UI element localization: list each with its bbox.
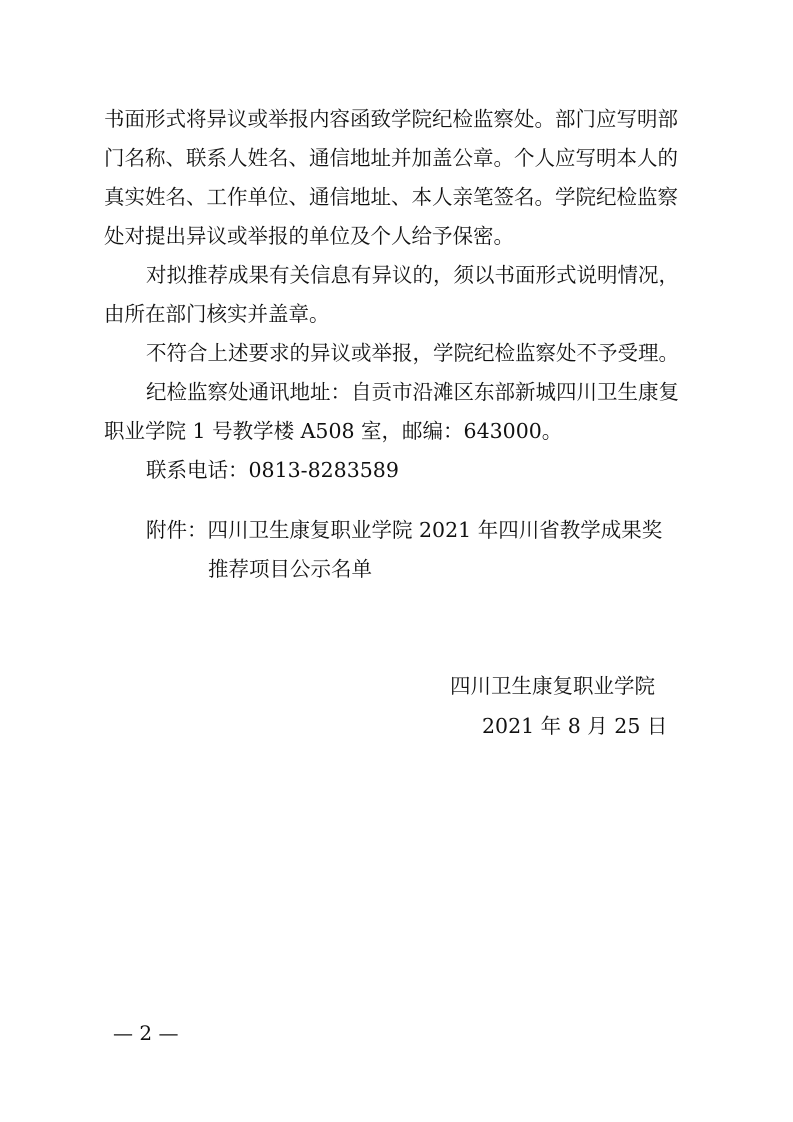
paragraph-2-line-2: 由所在部门核实并盖章。 [104,302,330,326]
contact-phone: 联系电话：0813-8283589 [146,458,399,482]
signature-date: 2021 年 8 月 25 日 [482,714,668,738]
paragraph-3-line-1: 不符合上述要求的异议或举报，学院纪检监察处不予受理。 [146,341,679,365]
attachment-line-1: 附件：四川卫生康复职业学院 2021 年四川省教学成果奖 [146,518,663,542]
paragraph-1-line-2: 门名称、联系人姓名、通信地址并加盖公章。个人应写明本人的 [104,146,678,170]
paragraph-1-line-4: 处对提出异议或举报的单位及个人给予保密。 [104,224,514,248]
paragraph-1-line-1: 书面形式将异议或举报内容函致学院纪检监察处。部门应写明部 [104,107,678,131]
signature-organization: 四川卫生康复职业学院 [450,674,655,698]
attachment-line-2: 推荐项目公示名单 [208,557,372,581]
page-number: — 2 — [113,1021,179,1045]
paragraph-2-line-1: 对拟推荐成果有关信息有异议的，须以书面形式说明情况， [146,263,679,287]
address-line-1: 纪检监察处通讯地址：自贡市沿滩区东部新城四川卫生康复 [146,380,679,404]
address-line-2: 职业学院 1 号教学楼 A508 室，邮编：643000。 [104,419,563,443]
paragraph-1-line-3: 真实姓名、工作单位、通信地址、本人亲笔签名。学院纪检监察 [104,185,678,209]
